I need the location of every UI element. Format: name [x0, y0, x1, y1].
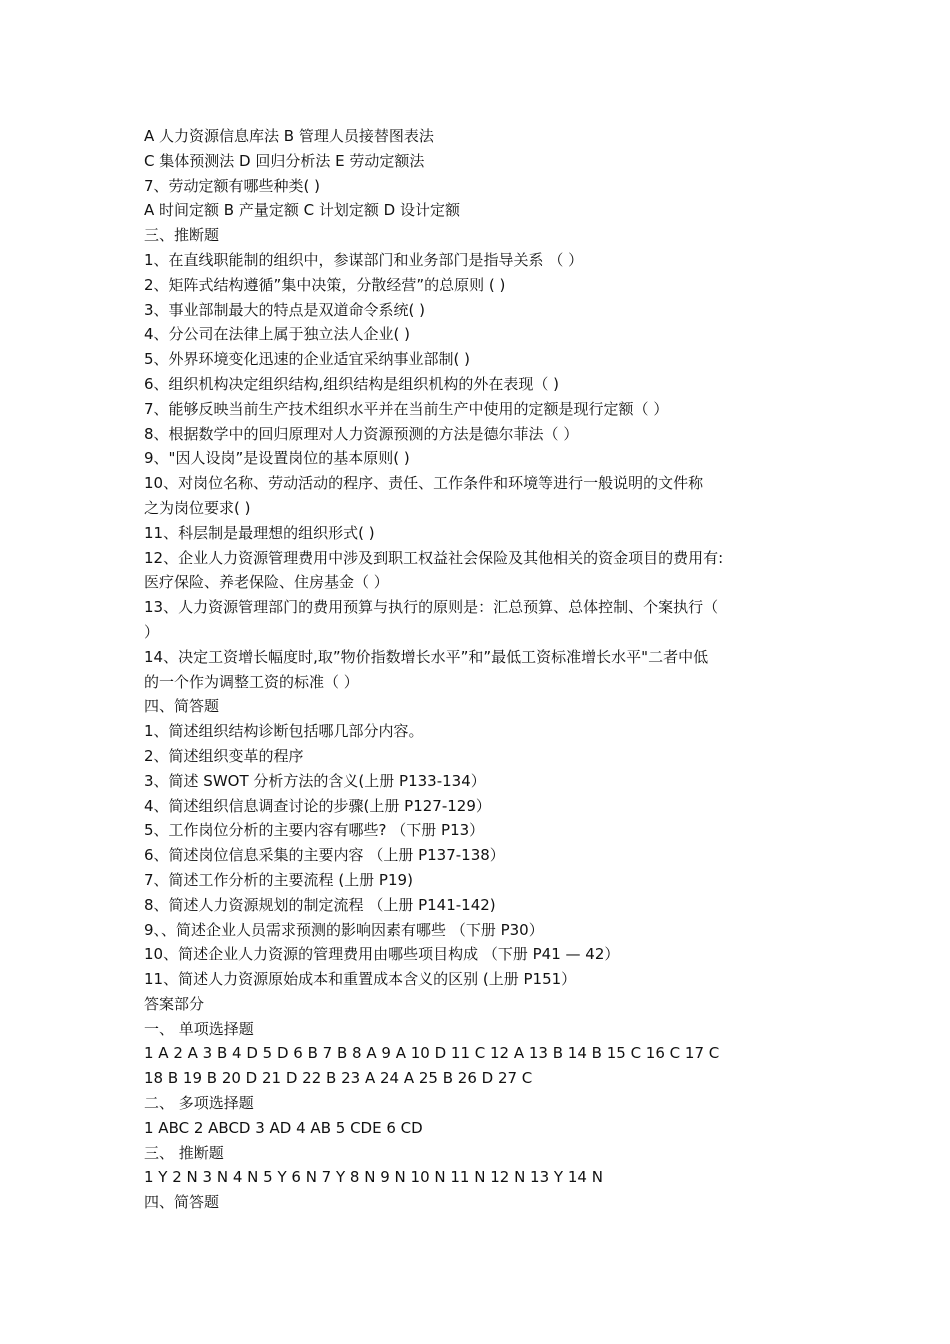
text-line: 1 Y 2 N 3 N 4 N 5 Y 6 N 7 Y 8 N 9 N 10 N 11 N 12 N 13 Y 14 N [144, 1168, 603, 1187]
text-line: A 人力资源信息库法 B 管理人员接替图表法 [144, 127, 434, 145]
text-line: 10、对岗位名称、劳动活动的程序、责任、工作条件和环境等进行一般说明的文件称 [144, 474, 704, 493]
text-line: 4、分公司在法律上属于独立法人企业( ) [144, 325, 411, 344]
text-line: 的一个作为调整工资的标准（ ） [144, 672, 359, 691]
text-line: 12、企业人力资源管理费用中涉及到职工权益社会保险及其他相关的资金项目的费用有: [144, 548, 724, 567]
text-line: 11、简述人力资源原始成本和重置成本含义的区别 (上册 P151） [144, 970, 577, 989]
text-line: 一、 单项选择题 [144, 1019, 254, 1038]
text-line: 8、根据数学中的回归原理对人力资源预测的方法是德尔菲法（ ） [144, 424, 579, 443]
text-line: 2、矩阵式结构遵循”集中决策，分散经营”的总原则 ( ) [144, 275, 506, 294]
text-line: 四、简答题 [144, 1193, 220, 1212]
text-line: 6、简述岗位信息采集的主要内容 （上册 P137-138） [144, 846, 505, 865]
text-line: 四、简答题 [144, 697, 220, 716]
text-line: 1 A 2 A 3 B 4 D 5 D 6 B 7 B 8 A 9 A 10 D 11 C 12 A 13 B 14 B 15 C 16 C 17 C [144, 1044, 720, 1063]
text-line: 1、在直线职能制的组织中，参谋部门和业务部门是指导关系 （ ） [144, 250, 584, 269]
text-line: A 时间定额 B 产量定额 C 计划定额 D 设计定额 [144, 201, 460, 220]
text-line: 10、简述企业人力资源的管理费用由哪些项目构成 （下册 P41 — 42） [144, 945, 620, 964]
text-line: 7、简述工作分析的主要流程 (上册 P19) [144, 870, 413, 889]
text-line: 2、简述组织变革的程序 [144, 746, 304, 765]
text-line: 1、简述组织结构诊断包括哪几部分内容。 [144, 722, 424, 741]
text-line: 5、外界环境变化迅速的企业适宜采纳事业部制( ) [144, 350, 471, 369]
text-line: 3、简述 SWOT 分析方法的含义(上册 P133-134） [144, 771, 486, 790]
text-line: 之为岗位要求( ) [144, 498, 251, 517]
text-line: 6、组织机构决定组织结构,组织结构是组织机构的外在表现（ ) [144, 374, 559, 393]
text-line: 5、工作岗位分析的主要内容有哪些? （下册 P13） [144, 821, 485, 840]
text-line: 8、简述人力资源规划的制定流程 （上册 P141-142) [144, 895, 496, 914]
text-line: 7、劳动定额有哪些种类( ) [144, 176, 321, 195]
text-line: 三、推断题 [144, 226, 220, 245]
document-body [144, 124, 814, 1215]
text-line: ） [144, 622, 160, 641]
text-line: 答案部分 [144, 994, 205, 1013]
text-line: 11、科层制是最理想的组织形式( ) [144, 523, 375, 542]
text-line: 7、能够反映当前生产技术组织水平并在当前生产中使用的定额是现行定额（ ） [144, 399, 669, 418]
text-line: 1 ABC 2 ABCD 3 AD 4 AB 5 CDE 6 CD [144, 1118, 423, 1137]
text-line: 9、"因人设岗”是设置岗位的基本原则( ) [144, 449, 410, 468]
text-line: 13、人力资源管理部门的费用预算与执行的原则是：汇总预算、总体控制、个案执行（ [144, 598, 719, 617]
text-line: C 集体预测法 D 回归分析法 E 劳动定额法 [144, 151, 425, 170]
text-line: 医疗保险、养老保险、住房基金（ ） [144, 573, 389, 592]
text-line: 三、 推断题 [144, 1143, 224, 1162]
text-line: 9、、简述企业人员需求预测的影响因素有哪些 （下册 P30） [144, 920, 544, 939]
text-line: 3、事业部制最大的特点是双道命令系统( ) [144, 300, 426, 319]
text-line: 18 B 19 B 20 D 21 D 22 B 23 A 24 A 25 B 26 D 27 C [144, 1069, 533, 1088]
text-line: 14、决定工资增长幅度时,取”物价指数增长水平”和”最低工资标准增长水平"二者中低 [144, 647, 709, 666]
text-line: 二、 多项选择题 [144, 1094, 254, 1113]
text-line: 4、简述组织信息调查讨论的步骤(上册 P127-129） [144, 796, 491, 815]
